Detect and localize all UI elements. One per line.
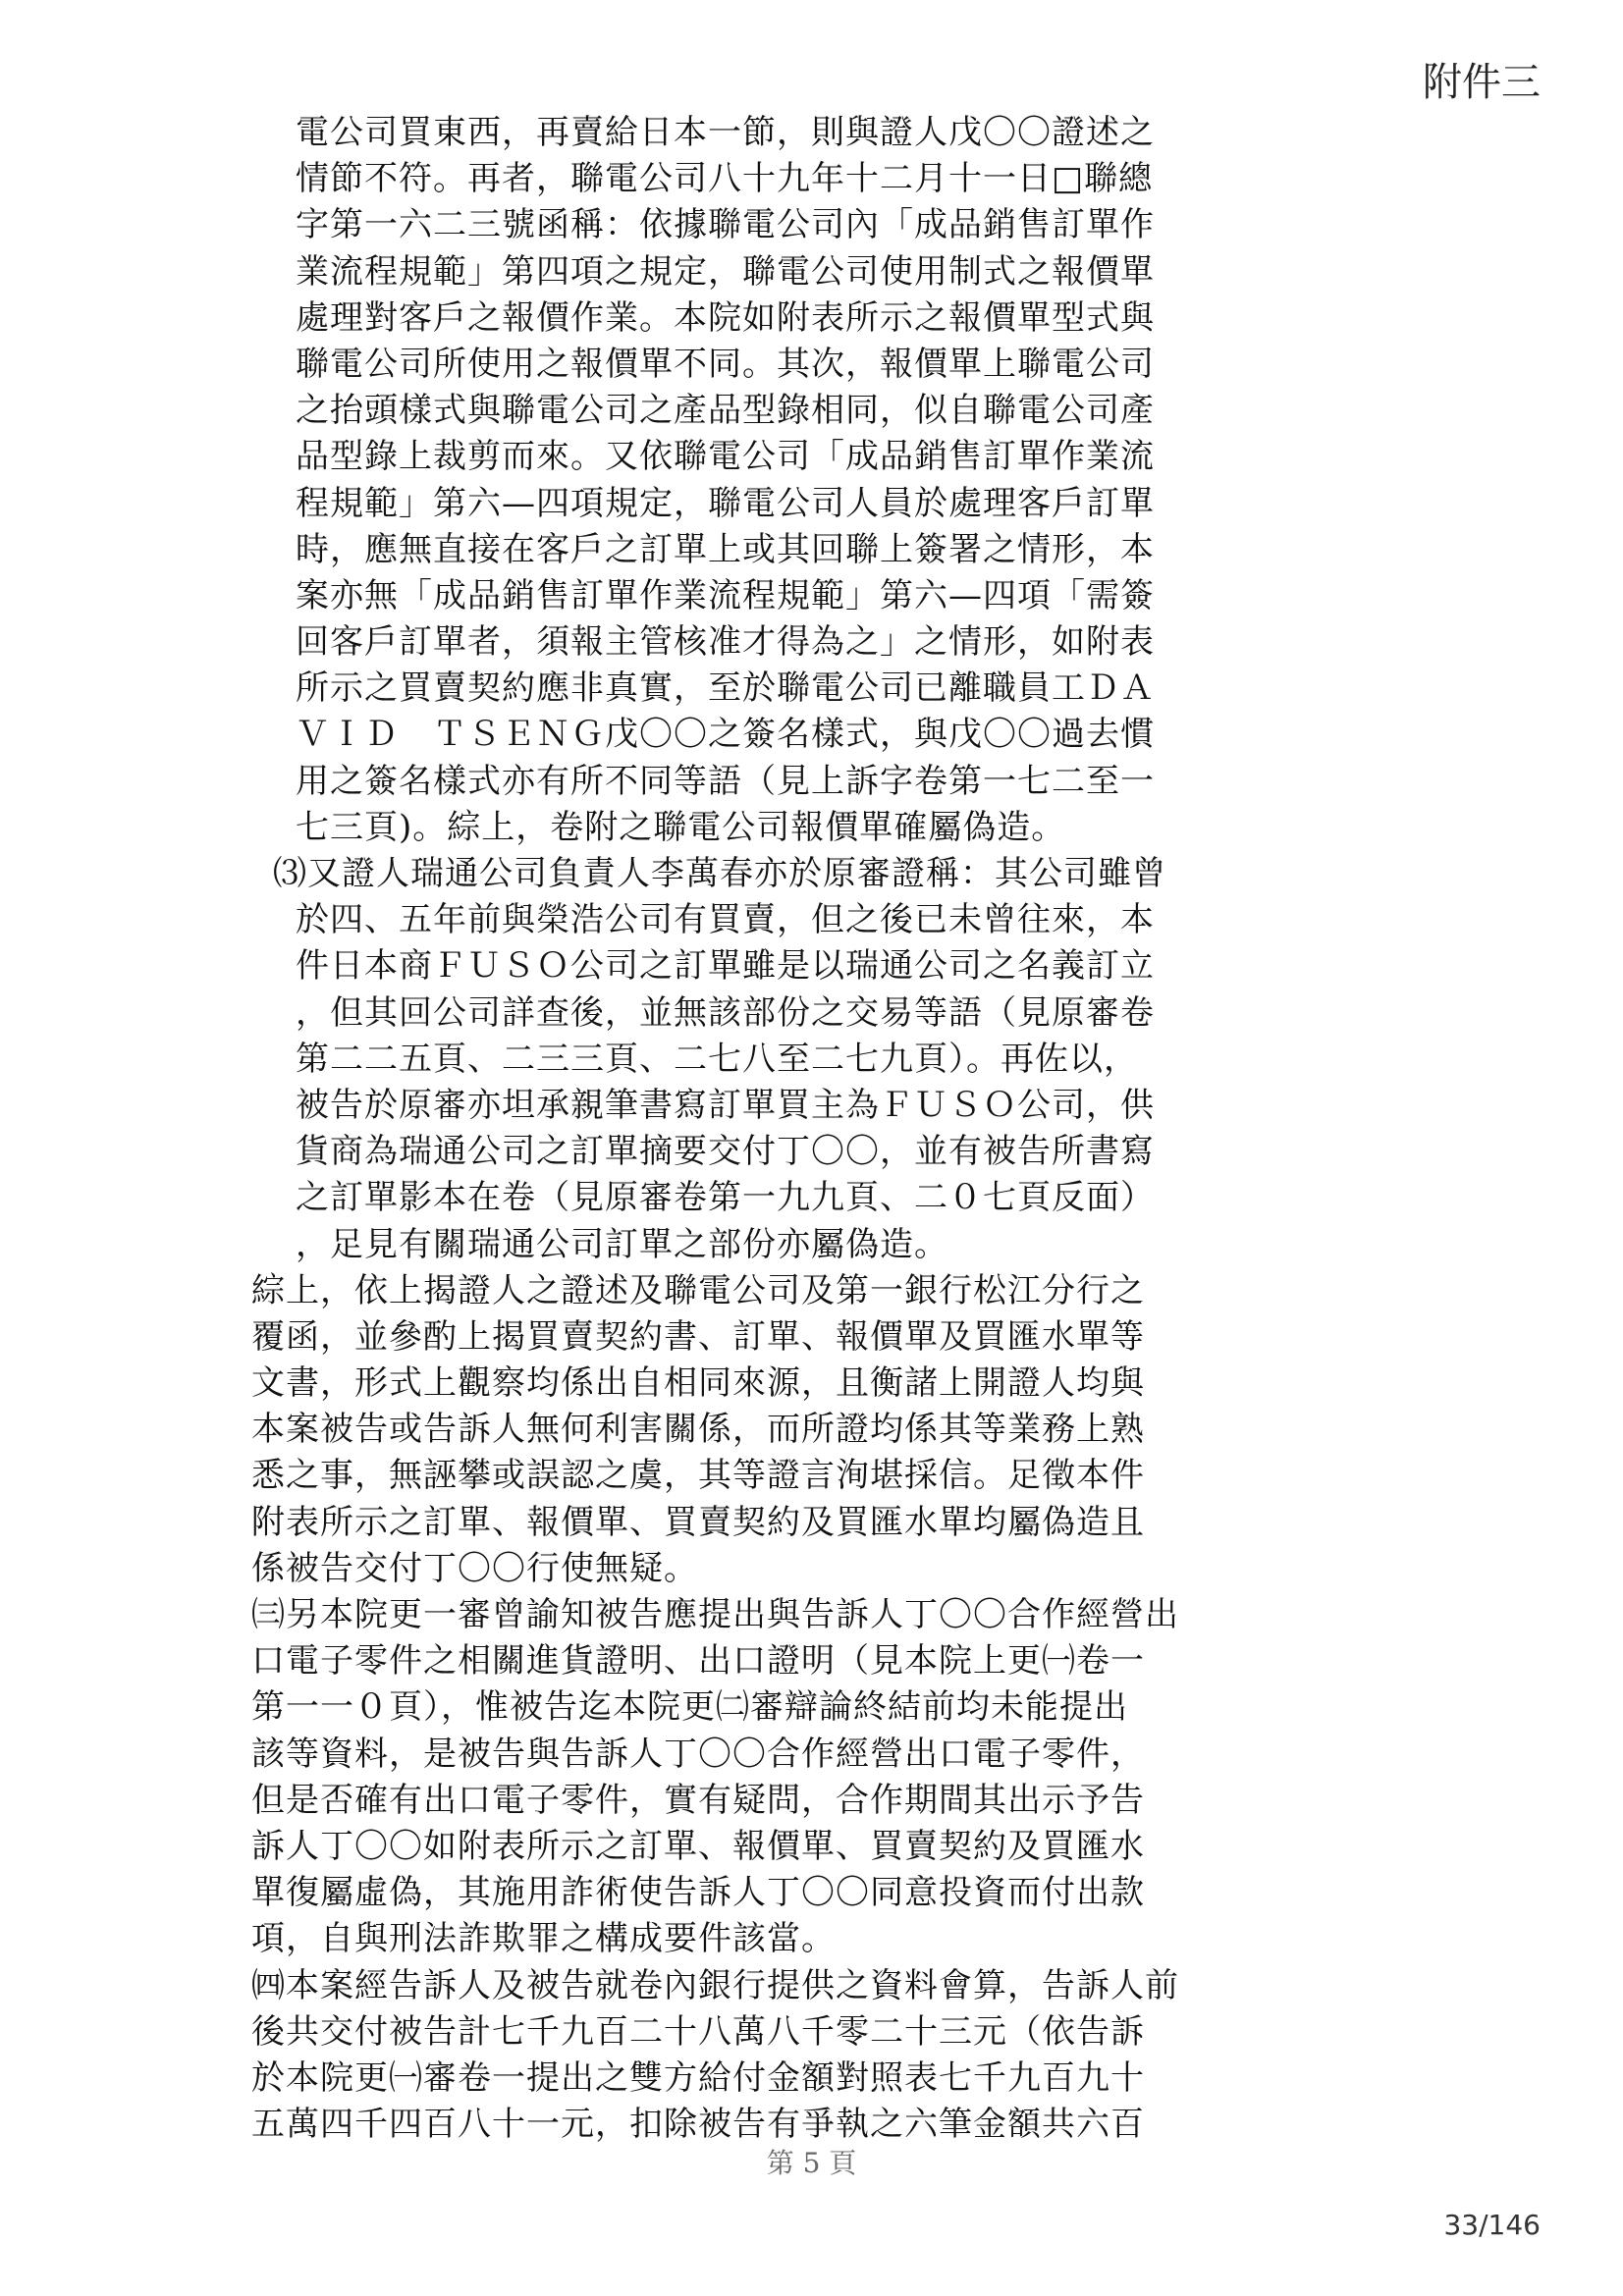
text-line: ㈢另本院更一審曾諭知被告應提出與告訴人丁〇〇合作經營出 <box>251 1595 1179 1634</box>
text-line: ⑶又證人瑞通公司負責人李萬春亦於原審證稱：其公司雖曾 <box>273 854 1166 893</box>
text-line: 覆函，並參酌上揭買賣契約書、訂單、報價單及買匯水單等 <box>251 1316 1145 1357</box>
text-line: 第一一０頁），惟被告迄本院更㈡審辯論終結前均未能提出 <box>251 1687 1128 1728</box>
text-line: 於四、五年前與榮浩公司有買賣，但之後已未曾往來，本 <box>296 900 1155 940</box>
text-line: 情節不符。再者，聯電公司八十九年十二月十一日□聯總 <box>296 159 1154 199</box>
text-line: 字第一六二三號函稱：依據聯電公司內「成品銷售訂單作 <box>296 205 1155 245</box>
text-line: ，但其回公司詳查後，並無該部份之交易等語（見原審卷 <box>296 992 1155 1033</box>
text-line: 貨商為瑞通公司之訂單摘要交付丁〇〇，並有被告所書寫 <box>296 1132 1155 1172</box>
text-line: 案亦無「成品銷售訂單作業流程規範」第六—四項「需簽 <box>296 575 1155 615</box>
text-line: 第二二五頁、二三三頁、二七八至二七九頁）。再佐以， <box>296 1039 1138 1079</box>
text-line: 後共交付被告計七千九百二十八萬八千零二十三元（依告訴 <box>251 2011 1145 2052</box>
text-line: ㈣本案經告訴人及被告就卷內銀行提供之資料會算，告訴人前 <box>251 1965 1179 2005</box>
text-line: 程規範」第六—四項規定，聯電公司人員於處理客戶訂單 <box>296 483 1155 523</box>
text-line: 五萬四千四百八十一元，扣除被告有爭執之六筆金額共六百 <box>251 2105 1145 2145</box>
text-line: 所示之買賣契約應非真實，至於聯電公司已離職員工ＤＡ <box>296 668 1155 709</box>
pdf-page-counter: 33/146 <box>1443 2209 1541 2241</box>
text-line: 本案被告或告訴人無何利害關係，而所證均係其等業務上熟 <box>251 1410 1145 1450</box>
text-line: 口電子零件之相關進貨證明、出口證明（見本院上更㈠卷一 <box>251 1641 1145 1682</box>
text-line: 單復屬虛偽，其施用詐術使告訴人丁〇〇同意投資而付出款 <box>251 1873 1145 1913</box>
text-line: 悉之事，無誣攀或誤認之虞，其等證言洵堪採信。足徵本件 <box>251 1456 1145 1496</box>
text-line: 綜上，依上揭證人之證述及聯電公司及第一銀行松江分行之 <box>251 1270 1145 1310</box>
text-line: 業流程規範」第四項之規定，聯電公司使用制式之報價單 <box>296 251 1155 292</box>
text-line: 用之簽名樣式亦有所不同等語（見上訴字卷第一七二至一 <box>296 761 1155 801</box>
text-line: 七三頁)。綜上，卷附之聯電公司報價單確屬偽造。 <box>296 807 1066 847</box>
text-line: 附表所示之訂單、報價單、買賣契約及買匯水單均屬偽造且 <box>251 1502 1145 1542</box>
text-line: 但是否確有出口電子零件，實有疑問，合作期間其出示予告 <box>251 1780 1145 1820</box>
text-line: 件日本商ＦＵＳＯ公司之訂單雖是以瑞通公司之名義訂立 <box>296 946 1155 987</box>
text-line: ＶＩＤ ＴＳＥＮＧ戊〇〇之簽名樣式，與戊〇〇過去慣 <box>296 715 1155 755</box>
text-line: 電公司買東西，再賣給日本一節，則與證人戊〇〇證述之 <box>296 113 1155 152</box>
text-line: 訴人丁〇〇如附表所示之訂單、報價單、買賣契約及買匯水 <box>251 1826 1145 1866</box>
text-line: 回客戶訂單者，須報主管核准才得為之」之情形，如附表 <box>296 622 1155 663</box>
text-line: 品型錄上裁剪而來。又依聯電公司「成品銷售訂單作業流 <box>296 437 1155 477</box>
text-line: 係被告交付丁〇〇行使無疑。 <box>251 1548 698 1588</box>
text-line: 該等資料，是被告與告訴人丁〇〇合作經營出口電子零件， <box>251 1734 1145 1774</box>
text-line: 於本院更㈠審卷一提出之雙方給付金額對照表七千九百九十 <box>251 2057 1145 2098</box>
text-line: 之訂單影本在卷（見原審卷第一九九頁、二０七頁反面） <box>296 1178 1155 1218</box>
text-line: 文書，形式上觀察均係出自相同來源，且衡諸上開證人均與 <box>251 1363 1145 1404</box>
text-line: 項，自與刑法詐欺罪之構成要件該當。 <box>251 1919 836 1959</box>
attachment-label: 附件三 <box>1423 60 1541 105</box>
text-line: 處理對客戶之報價作業。本院如附表所示之報價單型式與 <box>296 297 1155 338</box>
page-number: 第 5 頁 <box>766 2147 857 2179</box>
text-line: ，足見有關瑞通公司訂單之部份亦屬偽造。 <box>296 1224 948 1264</box>
document-body <box>251 110 1179 2148</box>
text-line: 之抬頭樣式與聯電公司之產品型錄相同，似自聯電公司產 <box>296 391 1155 431</box>
text-line: 時，應無直接在客戶之訂單上或其回聯上簽署之情形，本 <box>296 529 1155 569</box>
text-line: 聯電公司所使用之報價單不同。其次，報價單上聯電公司 <box>296 344 1155 384</box>
text-line: 被告於原審亦坦承親筆書寫訂單買主為ＦＵＳＯ公司，供 <box>296 1085 1155 1125</box>
